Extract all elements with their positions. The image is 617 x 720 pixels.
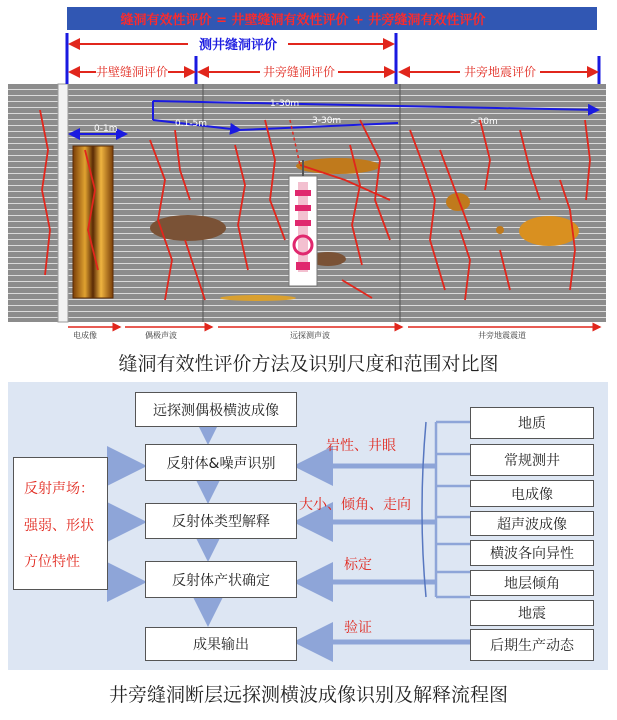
range-0.1-5m: 0.1-5m (175, 119, 208, 129)
edge-label-size-dip: 大小、倾角、走向 (299, 497, 411, 513)
range-3-30m: 3-30m (312, 116, 342, 126)
fracture-evaluation-diagram (0, 0, 617, 345)
cavity (296, 158, 380, 174)
banner-text: 缝洞有效性评价 = 井壁缝洞有效性评价 + 井旁缝洞有效性评价 (120, 13, 486, 28)
range-over-30m: >30m (470, 117, 498, 127)
top-caption: 缝洞有效性评价方法及识别尺度和范围对比图 (118, 353, 499, 375)
reflection-field-box (13, 457, 108, 590)
edge-label-lithology: 岩性、井眼 (326, 438, 396, 454)
range-1-30m: 1-30m (270, 99, 300, 109)
edge-label-calibration: 标定 (344, 557, 372, 573)
method-label: 电成像 (73, 331, 97, 340)
input-conventional-logging: 常规测井 (470, 444, 594, 476)
step-far-detection-imaging: 远探测偶极横波成像 (135, 392, 297, 427)
input-formation-dip: 地层倾角 (470, 570, 594, 596)
cavity (519, 216, 579, 246)
cavity (220, 295, 296, 301)
reflection-field-label: 方位特性 (24, 554, 80, 570)
reflection-field-label: 强弱、形状 (24, 518, 94, 534)
flowchart-panel (8, 382, 608, 670)
method-label: 远探测声波 (290, 331, 330, 340)
reflection-field-label: 反射声场： (24, 481, 94, 497)
step-reflector-type-interpretation: 反射体类型解释 (145, 503, 297, 539)
input-geology: 地质 (470, 407, 594, 439)
range-0-1m: 0-1m (94, 124, 118, 134)
near-eval-label: 井旁缝洞评价 (262, 65, 336, 79)
cavity (496, 226, 504, 234)
input-seismic: 地震 (470, 600, 594, 626)
input-ultrasonic-imaging: 超声波成像 (470, 511, 594, 536)
step-result-output: 成果输出 (145, 627, 297, 661)
wall-eval-label: 井壁缝洞评价 (95, 65, 169, 79)
input-production-dynamics: 后期生产动态 (470, 629, 594, 661)
input-shear-anisotropy: 横波各向异性 (470, 540, 594, 566)
bottom-caption: 井旁缝洞断层远探测横波成像识别及解释流程图 (108, 684, 508, 706)
step-reflector-attitude: 反射体产状确定 (145, 561, 297, 598)
seismic-eval-label: 井旁地震评价 (463, 65, 537, 79)
edge-label-verification: 验证 (344, 620, 372, 636)
step-reflector-noise-identification: 反射体&噪声识别 (145, 444, 297, 481)
input-electric-imaging: 电成像 (470, 480, 594, 507)
core-image (73, 146, 113, 298)
method-label: 偶极声波 (145, 331, 177, 340)
method-label: 井旁地震震道 (478, 331, 526, 340)
well-eval-label: 测井缝洞评价 (198, 38, 278, 53)
wellbore (58, 84, 68, 322)
